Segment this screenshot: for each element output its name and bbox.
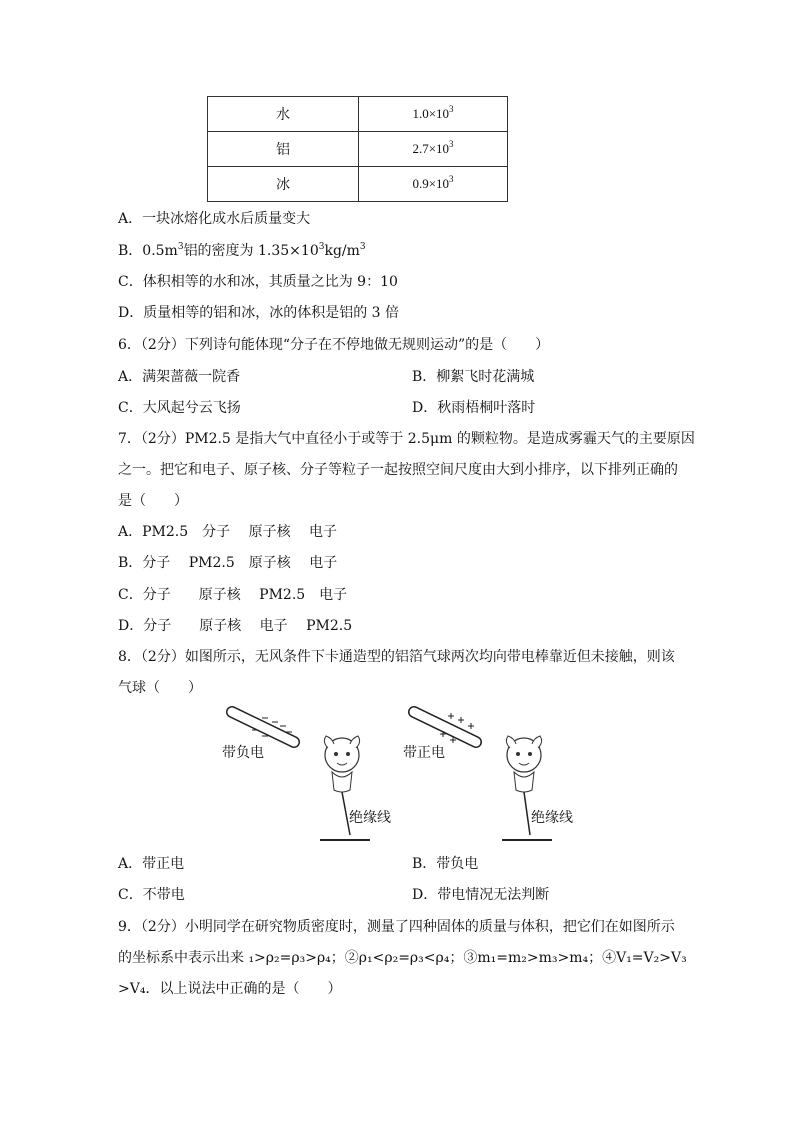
q5-option-a: A．一块冰熔化成水后质量变大: [118, 211, 311, 227]
charged-rod: [414, 712, 476, 742]
q7-option-b: B．分子 PM2.5 原子核 电子: [118, 555, 338, 571]
figure-positive-rod: [404, 700, 584, 850]
string-label-left: 绝缘线: [349, 810, 391, 826]
q6-option-d: D．秋雨梧桐叶落时: [412, 400, 536, 416]
q7-option-c: C．分子 原子核 PM2.5 电子: [118, 587, 348, 603]
string-label-right: 绝缘线: [531, 810, 573, 826]
table-row: [208, 132, 508, 167]
balloon-sheep: [506, 736, 541, 792]
q7-stem-line3: 是（ ）: [118, 493, 188, 509]
q5-option-d: D．质量相等的铝和冰，冰的体积是铝的 3 倍: [118, 305, 400, 321]
q7-option-a: A．PM2.5 分子 原子核 电子: [118, 524, 338, 540]
q9-stem-line2: 的坐标系中表示出来 ₁>ρ₂=ρ₃>ρ₄；②ρ₁<ρ₂=ρ₃<ρ₄；③m₁=m₂>m₃>m₄；④V₁=V₂>V₃: [118, 950, 687, 966]
q8-option-d: D．带电情况无法判断: [412, 887, 550, 903]
q9-stem-line1: 9．（2分）小明同学在研究物质密度时，测量了四种固体的质量与体积，把它们在如图所示: [118, 919, 675, 935]
density-cell: $0.9\times 10^3$: [359, 167, 508, 202]
q9-stem-line3: >V₄．以上说法中正确的是（ ）: [118, 981, 342, 997]
q7-stem-line1: 7．（2分）PM2.5 是指大气中直径小于或等于 2.5μm 的颗粒物。是造成雾霾天气的主要原因: [118, 431, 695, 447]
rod-charge-label-right: 带正电: [403, 745, 445, 761]
q7-option-d: D．分子 原子核 电子 PM2.5: [118, 618, 353, 634]
substance-cell: 铝: [208, 132, 359, 167]
balloon-sheep: [324, 736, 359, 792]
insulating-string: [524, 792, 530, 835]
q5-option-b: B．$0.5m^3$铝的密度为 $1.35\times 10^3kg/m^3$: [118, 242, 366, 259]
density-cell: $2.7\times 10^3$: [359, 132, 508, 167]
q6-option-b: B．柳絮飞时花满城: [412, 369, 535, 385]
table-row: [208, 167, 508, 202]
q6-option-a: A．满架蔷薇一院香: [118, 369, 241, 385]
q7-stem-line2: 之一。把它和电子、原子核、分子等粒子一起按照空间尺度由大到小排序，以下排列正确的: [118, 462, 678, 478]
q6-stem: 6．（2分）下列诗句能体现“分子在不停地做无规则运动”的是（ ）: [118, 337, 550, 353]
q6-option-c: C．大风起兮云飞扬: [118, 400, 241, 416]
q8-option-c: C．不带电: [118, 887, 185, 903]
q8-stem-line2: 气球（ ）: [118, 680, 202, 696]
substance-cell: 水: [208, 97, 359, 132]
rod-charge-label-left: 带负电: [222, 745, 264, 761]
q8-stem-line1: 8．（2分）如图所示，无风条件下卡通造型的铝箔气球两次均向带电棒靠近但未接触，则该: [118, 649, 675, 665]
charged-rod: [232, 712, 294, 742]
table-row: [208, 97, 508, 132]
q5-option-c: C．体积相等的水和冰，其质量之比为 9：10: [118, 274, 398, 290]
substance-cell: 冰: [208, 167, 359, 202]
figure-negative-rod: [222, 700, 402, 850]
q8-option-a: A．带正电: [118, 856, 185, 872]
density-cell: $1.0\times 10^3$: [359, 97, 508, 132]
q8-option-b: B．带负电: [412, 856, 479, 872]
density-table: [207, 96, 508, 202]
